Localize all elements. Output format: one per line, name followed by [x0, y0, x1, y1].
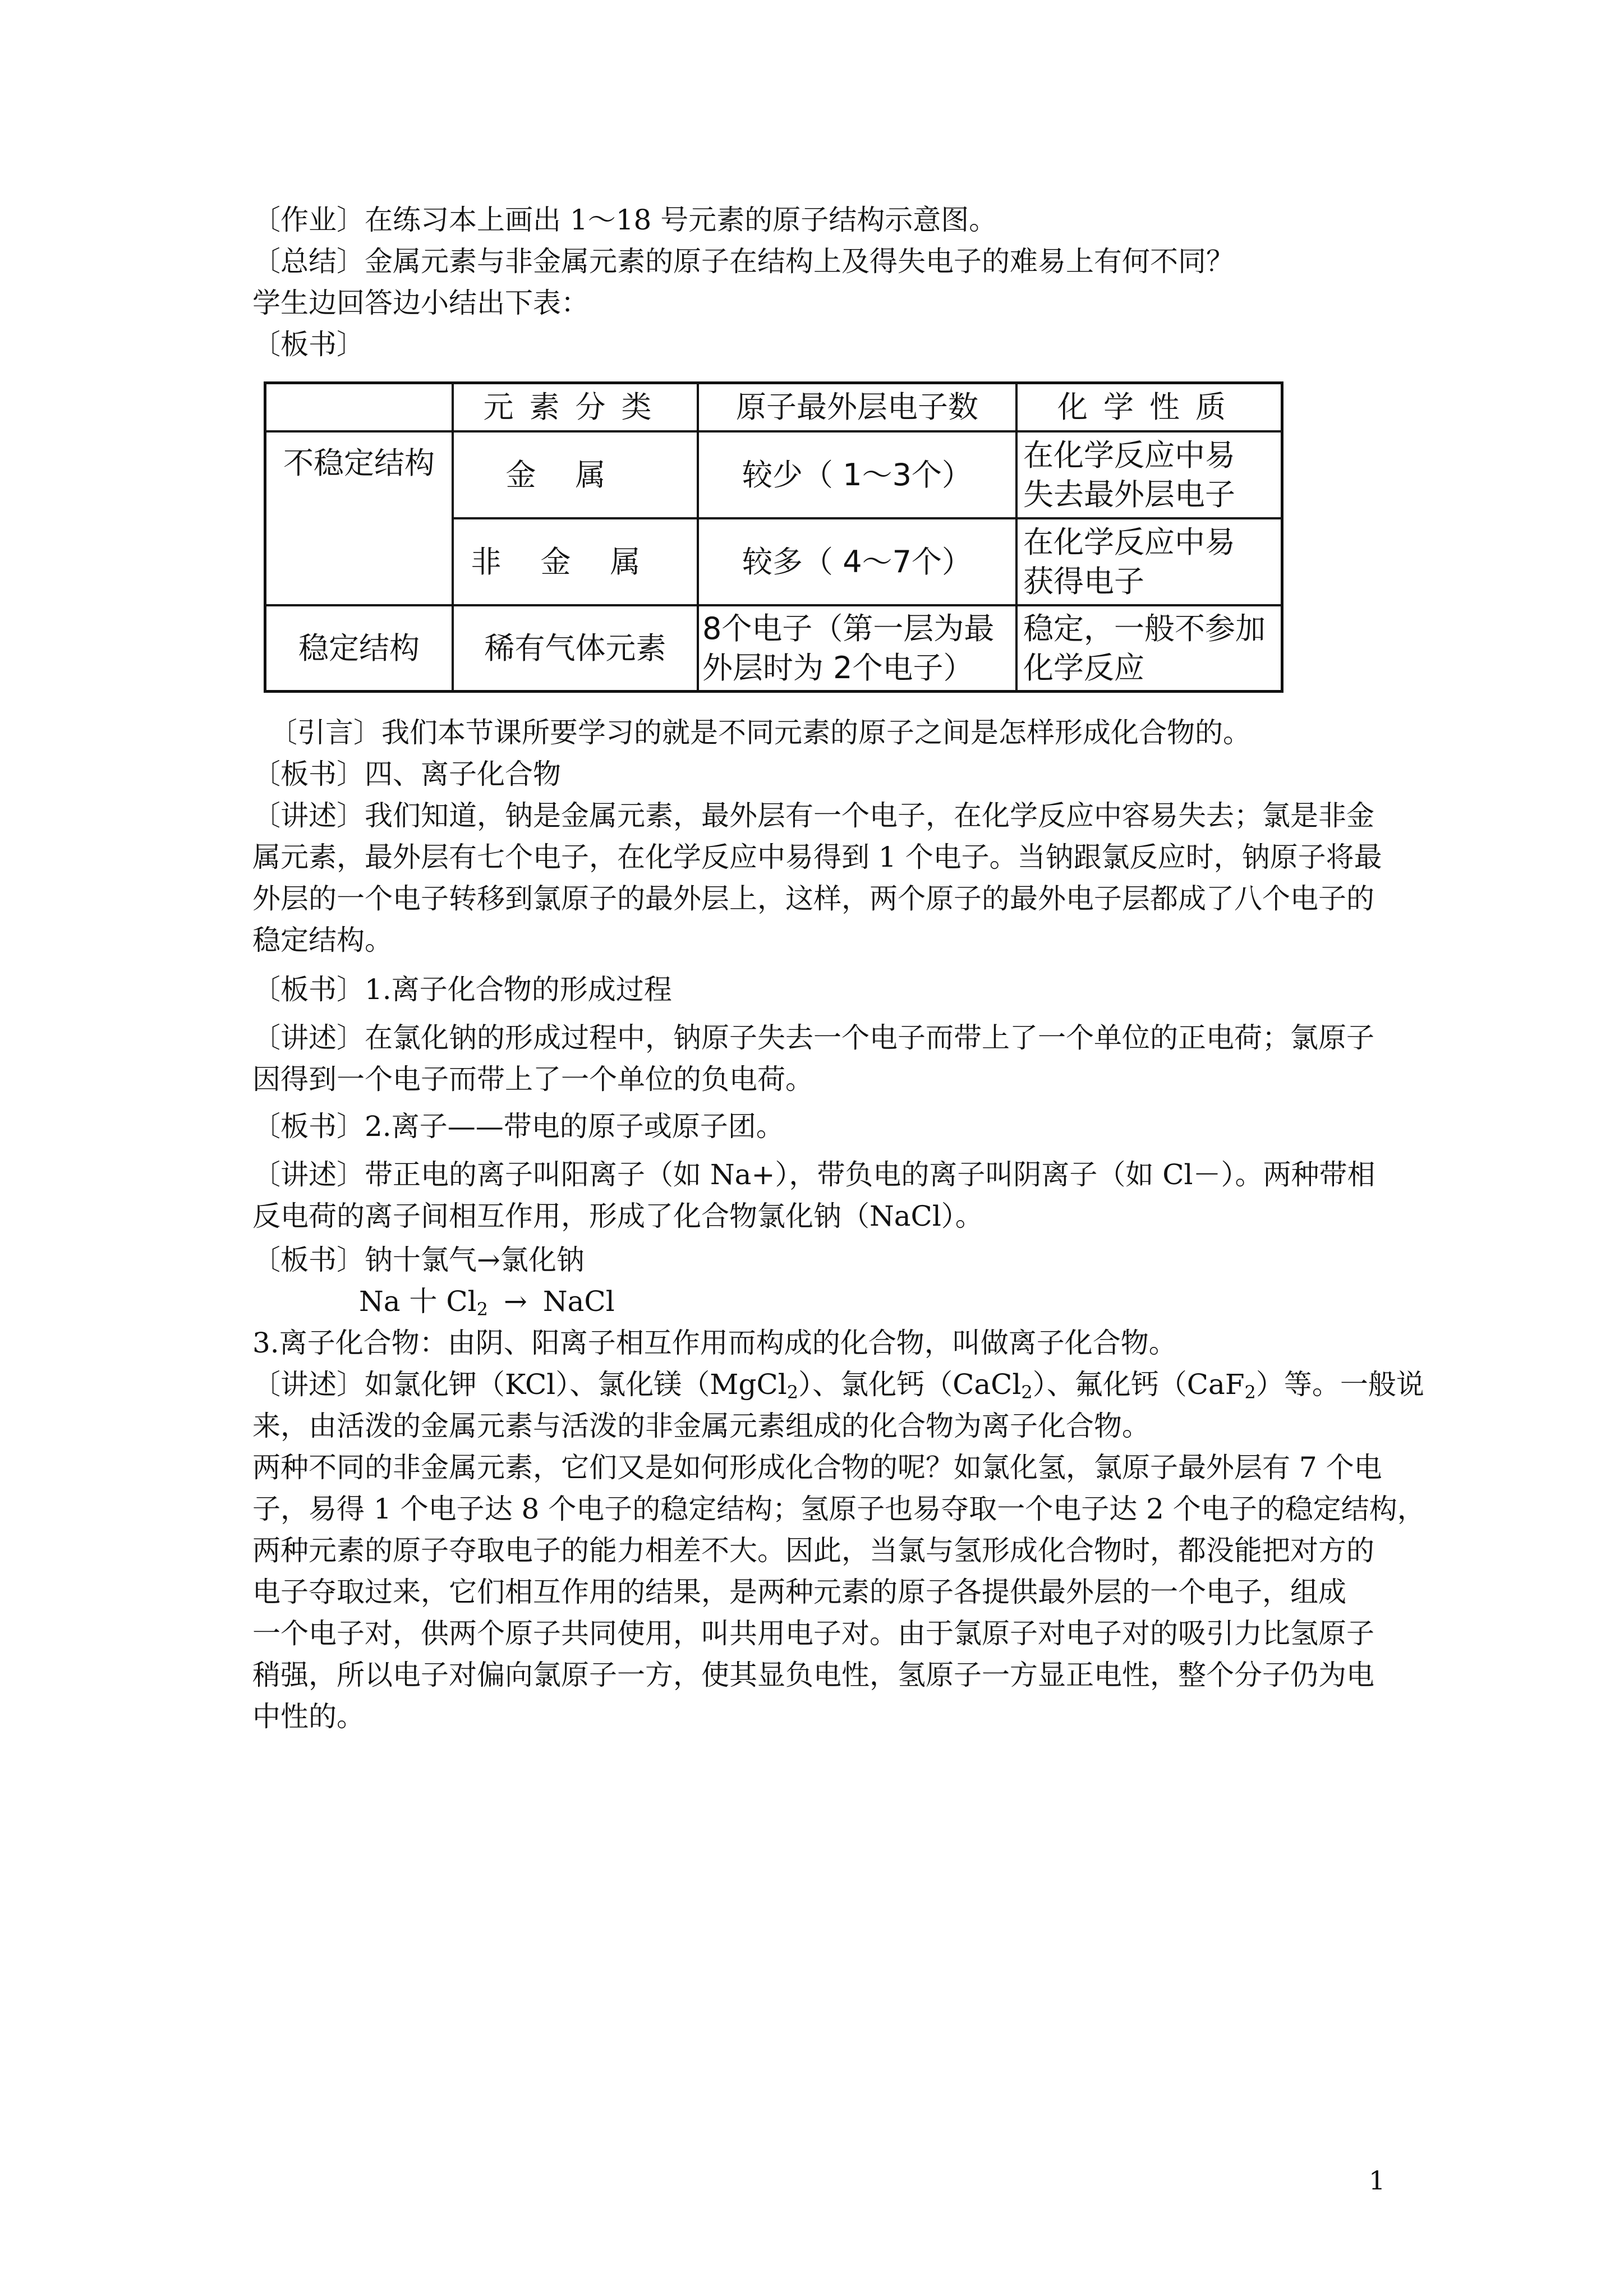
lecture-line: 〔讲述〕带正电的离子叫阳离子（如 Na+），带负电的离子叫阴离子（如 Cl－）。两种带相: [252, 1158, 1375, 1191]
row-nonmetal-property: 在化学反应中易 获得电子: [1023, 524, 1235, 599]
lecture-line: 属元素，最外层有七个电子，在化学反应中易得到 1 个电子。当钠跟氯反应时，钠原子将最: [252, 841, 1382, 873]
intro-line: 〔引言〕我们本节课所要学习的就是不同元素的原子之间是怎样形成化合物的。: [269, 716, 1251, 749]
text-line: 子，易得 1 个电子达 8 个电子的稳定结构；氢原子也易夺取一个电子达 2 个电子的稳定结构，: [252, 1493, 1425, 1525]
row-noble-category: 稀有气体元素: [484, 631, 666, 666]
header-property: 化学性质: [1057, 389, 1241, 425]
text-line: 稍强，所以电子对偏向氯原子一方，使其显负电性，氢原子一方显正电性，整个分子仍为电: [252, 1659, 1374, 1691]
lecture-line: 外层的一个电子转移到氯原子的最外层上，这样，两个原子的最外电子层都成了八个电子的: [252, 882, 1374, 915]
text-line: 一个电子对，供两个原子共同使用，叫共用电子对。由于氯原子对电子对的吸引力比氢原子: [252, 1617, 1374, 1650]
header-electrons: 原子最外层电子数: [736, 389, 978, 425]
row-metal-category: 金属: [505, 457, 645, 493]
row-metal-electrons: 较少（ 1～3个）: [742, 457, 972, 493]
text-line: 电子夺取过来，它们相互作用的结果，是两种元素的原子各提供最外层的一个电子，组成: [252, 1576, 1346, 1608]
lecture-line: 因得到一个电子而带上了一个单位的负电荷。: [252, 1063, 813, 1096]
page-number: 1: [1369, 2165, 1386, 2196]
row-nonmetal-electrons: 较多（ 4～7个）: [742, 544, 972, 579]
text-line: 中性的。: [252, 1700, 365, 1733]
lecture-line: 〔讲述〕在氯化钠的形成过程中，钠原子失去一个电子而带上了一个单位的正电荷；氯原子: [252, 1022, 1374, 1054]
lecture-line: 〔讲述〕如氯化钾（KCl）、氯化镁（MgCl$_2$）、氯化钙（CaCl$_2$）、氟化钙（CaF$_2$）等。一般说: [252, 1368, 1424, 1403]
row-nonmetal-category: 非金属: [471, 544, 680, 579]
blackboard-line: 〔板书〕2.离子——带电的原子或原子团。: [252, 1110, 784, 1143]
row-metal-property: 在化学反应中易 失去最外层电子: [1023, 437, 1235, 512]
blackboard-line: 〔板书〕1.离子化合物的形成过程: [252, 973, 672, 1006]
equation-line: Na 十 $Cl_2$ → NaCl: [359, 1285, 615, 1320]
lecture-line: 来，由活泼的金属元素与活泼的非金属元素组成的化合物为离子化合物。: [252, 1410, 1150, 1442]
text-line: 两种元素的原子夺取电子的能力相差不大。因此，当氯与氢形成化合物时，都没能把对方的: [252, 1534, 1374, 1567]
definition-line: 3.离子化合物：由阴、阳离子相互作用而构成的化合物，叫做离子化合物。: [252, 1327, 1177, 1359]
element-classification-table: [264, 381, 1283, 693]
row-noble-property: 稳定，一般不参加 化学反应: [1023, 611, 1266, 685]
blackboard-label: 〔板书〕: [252, 328, 365, 361]
lecture-line: 〔讲述〕我们知道，钠是金属元素，最外层有一个电子，在化学反应中容易失去；氯是非金: [252, 799, 1374, 832]
homework-line: 〔作业〕在练习本上画出 1～18 号元素的原子结构示意图。: [252, 204, 997, 236]
group-unstable: 不稳定结构: [283, 445, 435, 481]
row-noble-electrons: 8个电子（第一层为最 外层时为 2个电子）: [702, 611, 995, 685]
text-line: 学生边回答边小结出下表：: [252, 287, 589, 319]
lecture-line: 反电荷的离子间相互作用，形成了化合物氯化钠（NaCl）。: [252, 1200, 983, 1232]
text-line: 两种不同的非金属元素，它们又是如何形成化合物的呢？如氯化氢，氯原子最外层有 7 个电: [252, 1451, 1382, 1484]
header-category: 元素分类: [483, 389, 668, 425]
lecture-line: 稳定结构。: [252, 924, 393, 956]
summary-line: 〔总结〕金属元素与非金属元素的原子在结构上及得失电子的难易上有何不同？: [252, 245, 1234, 278]
blackboard-line: 〔板书〕钠十氯气→氯化钠: [252, 1244, 585, 1276]
blackboard-line: 〔板书〕四、离子化合物: [252, 758, 561, 790]
group-stable: 稳定结构: [298, 631, 420, 666]
